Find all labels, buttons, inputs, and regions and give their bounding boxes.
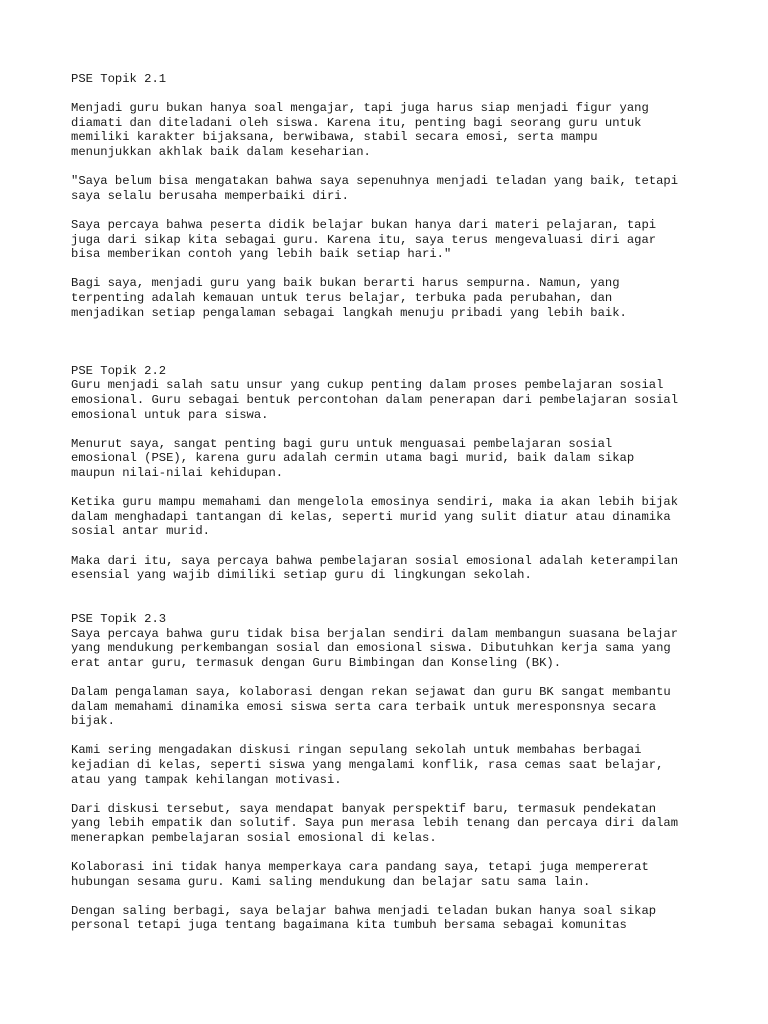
paragraph bbox=[71, 743, 731, 787]
paragraph-line: Saya percaya bahwa peserta didik belajar bukan hanya dari materi pelajaran, tapi bbox=[71, 217, 657, 232]
paragraph bbox=[71, 101, 731, 159]
section-pse-topik-2 bbox=[71, 320, 731, 583]
paragraph-spacer bbox=[71, 670, 731, 685]
paragraph-line: "Saya belum bisa mengatakan bahwa saya sepenuhnya menjadi teladan yang baik, tetapi bbox=[71, 174, 679, 189]
paragraph-line: dalam memahami dinamika emosi siswa serta cara terbaik untuk meresponsnya secara bbox=[71, 699, 657, 714]
paragraph bbox=[71, 627, 731, 671]
paragraph-line: emosional untuk para siswa. bbox=[71, 407, 269, 422]
paragraph-spacer bbox=[71, 889, 731, 904]
paragraph bbox=[71, 437, 731, 481]
paragraph-line: Kami sering mengadakan diskusi ringan sepulang sekolah untuk membahas berbagai bbox=[71, 743, 642, 758]
paragraph-spacer bbox=[71, 729, 731, 744]
paragraph-line: menunjukkan akhlak baik dalam keseharian. bbox=[71, 144, 371, 159]
paragraph-line: Ketika guru mampu memahami dan mengelola emosinya sendiri, maka ia akan lebih bijak bbox=[71, 495, 679, 510]
paragraph-line: diamati dan diteladani oleh siswa. Karena itu, penting bagi seorang guru untuk bbox=[71, 115, 642, 130]
section-pse-topik-1 bbox=[71, 72, 731, 320]
section-heading: PSE Topik 2.1 bbox=[71, 72, 167, 86]
document-body bbox=[71, 72, 731, 933]
paragraph bbox=[71, 802, 731, 846]
paragraph-line: Dari diskusi tersebut, saya mendapat banyak perspektif baru, termasuk pendekatan bbox=[71, 801, 657, 816]
paragraph-line: atau yang tampak kehilangan motivasi. bbox=[71, 772, 342, 787]
paragraph-line: Kolaborasi ini tidak hanya memperkaya cara pandang saya, tetapi juga mempererat bbox=[71, 860, 649, 875]
paragraph-line: dalam menghadapi tantangan di kelas, seperti murid yang sulit diatur atau dinamika bbox=[71, 509, 671, 524]
paragraph-line: Guru menjadi salah satu unsur yang cukup penting dalam proses pembelajaran sosial bbox=[71, 378, 664, 393]
section-pse-topik-3 bbox=[71, 583, 731, 933]
section-spacer bbox=[71, 583, 731, 598]
paragraph-line: Menurut saya, sangat penting bagi guru untuk menguasai pembelajaran sosial bbox=[71, 436, 613, 451]
section-spacer bbox=[71, 349, 731, 364]
paragraph-line: Bagi saya, menjadi guru yang baik bukan berarti harus sempurna. Namun, yang bbox=[71, 276, 620, 291]
paragraph-line: memiliki karakter bijaksana, berwibawa, stabil secara emosi, serta mampu bbox=[71, 130, 598, 145]
paragraph-line: Dalam pengalaman saya, kolaborasi dengan rekan sejawat dan guru BK sangat membantu bbox=[71, 684, 671, 699]
paragraph bbox=[71, 378, 731, 422]
paragraph-line: saya selalu berusaha memperbaiki diri. bbox=[71, 188, 349, 203]
heading-spacer bbox=[71, 87, 731, 102]
paragraph-spacer bbox=[71, 160, 731, 175]
section-heading: PSE Topik 2.2 bbox=[71, 363, 167, 378]
paragraph-line: Saya percaya bahwa guru tidak bisa berjalan sendiri dalam membangun suasana belajar bbox=[71, 626, 679, 641]
paragraph bbox=[71, 860, 731, 889]
paragraph-line: bisa memberikan contoh yang lebih baik setiap hari." bbox=[71, 247, 452, 262]
paragraph-line: Maka dari itu, saya percaya bahwa pembelajaran sosial emosional adalah keterampilan bbox=[71, 553, 679, 568]
paragraph-spacer bbox=[71, 203, 731, 218]
paragraph-line: Dengan saling berbagi, saya belajar bahwa menjadi teladan bukan hanya soal sikap bbox=[71, 903, 657, 918]
paragraph-spacer bbox=[71, 422, 731, 437]
section-spacer bbox=[71, 320, 731, 335]
paragraph-line: Menjadi guru bukan hanya soal mengajar, tapi juga harus siap menjadi figur yang bbox=[71, 101, 649, 116]
paragraph-line: sosial antar murid. bbox=[71, 524, 210, 539]
section-spacer bbox=[71, 597, 731, 612]
paragraph bbox=[71, 904, 731, 933]
paragraph bbox=[71, 174, 731, 203]
paragraph-line: kejadian di kelas, seperti siswa yang mengalami konflik, rasa cemas saat belajar, bbox=[71, 757, 664, 772]
paragraph-spacer bbox=[71, 845, 731, 860]
section-heading: PSE Topik 2.3 bbox=[71, 611, 167, 626]
paragraph-spacer bbox=[71, 787, 731, 802]
paragraph-line: juga dari sikap kita sebagai guru. Karena itu, saya terus mengevaluasi diri agar bbox=[71, 232, 657, 247]
paragraph bbox=[71, 276, 731, 320]
paragraph bbox=[71, 554, 731, 583]
paragraph-line: yang mendukung perkembangan sosial dan emosional siswa. Dibutuhkan kerja sama yang bbox=[71, 641, 671, 656]
paragraph bbox=[71, 495, 731, 539]
paragraph-line: terpenting adalah kemauan untuk terus belajar, terbuka pada perubahan, dan bbox=[71, 290, 613, 305]
paragraph-spacer bbox=[71, 262, 731, 277]
paragraph-line: esensial yang wajib dimiliki setiap guru di lingkungan sekolah. bbox=[71, 568, 532, 583]
paragraph-line: yang lebih empatik dan solutif. Saya pun merasa lebih tenang dan percaya diri dalam bbox=[71, 816, 679, 831]
paragraph-line: menjadikan setiap pengalaman sebagai langkah menuju pribadi yang lebih baik. bbox=[71, 305, 627, 320]
paragraph bbox=[71, 218, 731, 262]
paragraph-line: maupun nilai-nilai kehidupan. bbox=[71, 466, 284, 481]
paragraph-line: menerapkan pembelajaran sosial emosional di kelas. bbox=[71, 830, 437, 845]
paragraph bbox=[71, 685, 731, 729]
paragraph-line: hubungan sesama guru. Kami saling mendukung dan belajar satu sama lain. bbox=[71, 874, 591, 889]
paragraph-line: bijak. bbox=[71, 714, 115, 729]
paragraph-line: personal tetapi juga tentang bagaimana kita tumbuh bersama sebagai komunitas bbox=[71, 918, 627, 933]
paragraph-spacer bbox=[71, 481, 731, 496]
paragraph-spacer bbox=[71, 539, 731, 554]
section-spacer bbox=[71, 335, 731, 350]
paragraph-line: erat antar guru, termasuk dengan Guru Bimbingan dan Konseling (BK). bbox=[71, 655, 562, 670]
paragraph-line: emosional. Guru sebagai bentuk percontohan dalam penerapan dari pembelajaran sosial bbox=[71, 393, 679, 408]
paragraph-line: emosional (PSE), karena guru adalah cermin utama bagi murid, baik dalam sikap bbox=[71, 451, 635, 466]
